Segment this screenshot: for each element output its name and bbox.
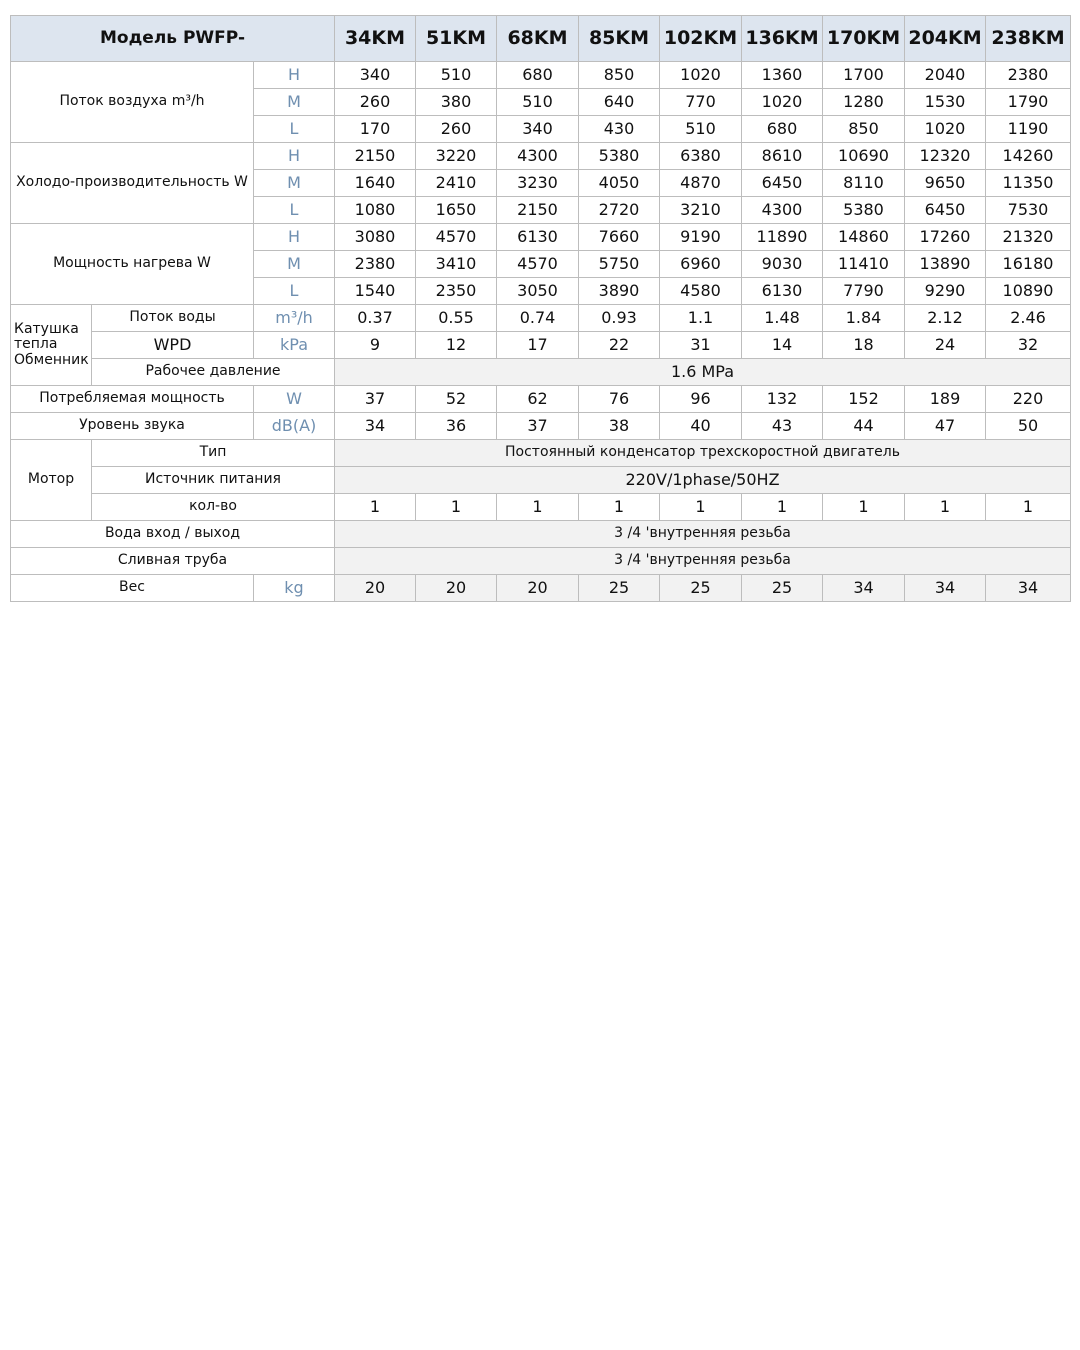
table-row: [11, 575, 1071, 602]
value-cell: 22: [579, 332, 660, 359]
wpd-unit: kPa: [254, 332, 335, 359]
value-cell: 25: [660, 575, 742, 602]
table-row: [11, 62, 1071, 89]
value-cell: 10690: [823, 143, 905, 170]
value-cell: 2.46: [986, 305, 1071, 332]
value-cell: 1540: [335, 278, 416, 305]
value-cell: 47: [905, 413, 986, 440]
heating-label: Мощность нагрева W: [11, 224, 254, 305]
value-cell: 770: [660, 89, 742, 116]
value-cell: 850: [823, 116, 905, 143]
value-cell: 2.12: [905, 305, 986, 332]
value-cell: 189: [905, 386, 986, 413]
value-cell: 14260: [986, 143, 1071, 170]
value-cell: 6450: [742, 170, 823, 197]
value-cell: 430: [579, 116, 660, 143]
value-cell: 1: [905, 494, 986, 521]
value-cell: 3080: [335, 224, 416, 251]
table-row: [11, 332, 1071, 359]
value-cell: 340: [335, 62, 416, 89]
value-cell: 2410: [416, 170, 497, 197]
value-cell: 4050: [579, 170, 660, 197]
value-cell: 40: [660, 413, 742, 440]
value-cell: 34: [823, 575, 905, 602]
value-cell: 680: [742, 116, 823, 143]
value-cell: 1: [660, 494, 742, 521]
table-row: [11, 548, 1071, 575]
value-cell: 4870: [660, 170, 742, 197]
table-row: [11, 305, 1071, 332]
value-cell: 1700: [823, 62, 905, 89]
table-row: [11, 413, 1071, 440]
value-cell: 3220: [416, 143, 497, 170]
speed-label: H: [254, 143, 335, 170]
noise-unit: dB(A): [254, 413, 335, 440]
table-row: [11, 143, 1071, 170]
value-cell: 20: [335, 575, 416, 602]
table-row: [11, 224, 1071, 251]
value-cell: 1020: [905, 116, 986, 143]
value-cell: 1: [742, 494, 823, 521]
value-cell: 36: [416, 413, 497, 440]
header-row: [11, 16, 1071, 62]
value-cell: 31: [660, 332, 742, 359]
model-header: Модель PWFP-: [11, 16, 335, 62]
table-row: [11, 494, 1071, 521]
value-cell: 6380: [660, 143, 742, 170]
value-cell: 7660: [579, 224, 660, 251]
value-cell: 2720: [579, 197, 660, 224]
model-col: 85KM: [579, 16, 660, 62]
value-cell: 1280: [823, 89, 905, 116]
table-row: [11, 521, 1071, 548]
value-cell: 21320: [986, 224, 1071, 251]
value-cell: 1360: [742, 62, 823, 89]
value-cell: 76: [579, 386, 660, 413]
value-cell: 1: [416, 494, 497, 521]
value-cell: 8610: [742, 143, 823, 170]
value-cell: 340: [497, 116, 579, 143]
value-cell: 2380: [986, 62, 1071, 89]
value-cell: 20: [416, 575, 497, 602]
speed-label: M: [254, 170, 335, 197]
value-cell: 0.37: [335, 305, 416, 332]
value-cell: 12320: [905, 143, 986, 170]
value-cell: 4570: [497, 251, 579, 278]
value-cell: 14860: [823, 224, 905, 251]
value-cell: 7790: [823, 278, 905, 305]
value-cell: 0.55: [416, 305, 497, 332]
value-cell: 260: [416, 116, 497, 143]
motor-label: Мотор: [11, 440, 92, 521]
value-cell: 96: [660, 386, 742, 413]
value-cell: 170: [335, 116, 416, 143]
value-cell: 2040: [905, 62, 986, 89]
value-cell: 32: [986, 332, 1071, 359]
value-cell: 1.84: [823, 305, 905, 332]
coil-label: Катушка тепла Обменник: [11, 305, 92, 386]
value-cell: 6130: [742, 278, 823, 305]
cooling-label: Холодо-производительность W: [11, 143, 254, 224]
water-flow-unit: m³/h: [254, 305, 335, 332]
value-cell: 850: [579, 62, 660, 89]
value-cell: 9190: [660, 224, 742, 251]
value-cell: 11410: [823, 251, 905, 278]
value-cell: 1: [823, 494, 905, 521]
value-cell: 44: [823, 413, 905, 440]
model-col: 204KM: [905, 16, 986, 62]
value-cell: 510: [416, 62, 497, 89]
wpd-label: WPD: [92, 332, 254, 359]
value-cell: 132: [742, 386, 823, 413]
value-cell: 9290: [905, 278, 986, 305]
table-row: [11, 440, 1071, 467]
value-cell: 1790: [986, 89, 1071, 116]
model-col: 68KM: [497, 16, 579, 62]
power-supply-value: 220V/1phase/50HZ: [335, 467, 1071, 494]
value-cell: 1080: [335, 197, 416, 224]
value-cell: 1020: [660, 62, 742, 89]
value-cell: 3230: [497, 170, 579, 197]
model-col: 170KM: [823, 16, 905, 62]
value-cell: 34: [905, 575, 986, 602]
speed-label: H: [254, 62, 335, 89]
value-cell: 50: [986, 413, 1071, 440]
pressure-value: 1.6 MPa: [335, 359, 1071, 386]
value-cell: 4570: [416, 224, 497, 251]
quantity-label: кол-во: [92, 494, 335, 521]
value-cell: 4300: [742, 197, 823, 224]
value-cell: 34: [335, 413, 416, 440]
value-cell: 5380: [579, 143, 660, 170]
value-cell: 9030: [742, 251, 823, 278]
air-flow-label: Поток воздуха m³/h: [11, 62, 254, 143]
spec-table: [10, 15, 1071, 602]
model-col: 102KM: [660, 16, 742, 62]
value-cell: 1650: [416, 197, 497, 224]
value-cell: 38: [579, 413, 660, 440]
value-cell: 640: [579, 89, 660, 116]
value-cell: 37: [497, 413, 579, 440]
model-col: 51KM: [416, 16, 497, 62]
value-cell: 13890: [905, 251, 986, 278]
value-cell: 1: [497, 494, 579, 521]
value-cell: 11350: [986, 170, 1071, 197]
value-cell: 9: [335, 332, 416, 359]
speed-label: M: [254, 251, 335, 278]
weight-label: Вес: [11, 575, 254, 602]
speed-label: L: [254, 197, 335, 224]
value-cell: 1: [335, 494, 416, 521]
value-cell: 152: [823, 386, 905, 413]
value-cell: 25: [579, 575, 660, 602]
value-cell: 25: [742, 575, 823, 602]
value-cell: 2350: [416, 278, 497, 305]
value-cell: 11890: [742, 224, 823, 251]
pressure-label: Рабочее давление: [92, 359, 335, 386]
value-cell: 0.93: [579, 305, 660, 332]
value-cell: 7530: [986, 197, 1071, 224]
value-cell: 6450: [905, 197, 986, 224]
value-cell: 3410: [416, 251, 497, 278]
value-cell: 17: [497, 332, 579, 359]
value-cell: 2380: [335, 251, 416, 278]
model-col: 238KM: [986, 16, 1071, 62]
model-col: 34KM: [335, 16, 416, 62]
value-cell: 3050: [497, 278, 579, 305]
table-row: [11, 386, 1071, 413]
power-input-unit: W: [254, 386, 335, 413]
motor-type-label: Тип: [92, 440, 335, 467]
value-cell: 14: [742, 332, 823, 359]
value-cell: 1.48: [742, 305, 823, 332]
value-cell: 6960: [660, 251, 742, 278]
value-cell: 510: [497, 89, 579, 116]
value-cell: 1: [579, 494, 660, 521]
value-cell: 9650: [905, 170, 986, 197]
value-cell: 18: [823, 332, 905, 359]
value-cell: 4580: [660, 278, 742, 305]
value-cell: 5380: [823, 197, 905, 224]
value-cell: 16180: [986, 251, 1071, 278]
speed-label: H: [254, 224, 335, 251]
value-cell: 8110: [823, 170, 905, 197]
value-cell: 5750: [579, 251, 660, 278]
value-cell: 510: [660, 116, 742, 143]
value-cell: 62: [497, 386, 579, 413]
value-cell: 2150: [335, 143, 416, 170]
power-supply-label: Источник питания: [92, 467, 335, 494]
water-flow-label: Поток воды: [92, 305, 254, 332]
value-cell: 380: [416, 89, 497, 116]
value-cell: 1530: [905, 89, 986, 116]
drain-pipe-value: 3 /4 'внутренняя резьба: [335, 548, 1071, 575]
water-connection-label: Вода вход / выход: [11, 521, 335, 548]
value-cell: 17260: [905, 224, 986, 251]
value-cell: 1190: [986, 116, 1071, 143]
value-cell: 6130: [497, 224, 579, 251]
weight-unit: kg: [254, 575, 335, 602]
value-cell: 34: [986, 575, 1071, 602]
water-connection-value: 3 /4 'внутренняя резьба: [335, 521, 1071, 548]
value-cell: 1.1: [660, 305, 742, 332]
value-cell: 1020: [742, 89, 823, 116]
speed-label: L: [254, 278, 335, 305]
model-col: 136KM: [742, 16, 823, 62]
value-cell: 3210: [660, 197, 742, 224]
value-cell: 0.74: [497, 305, 579, 332]
value-cell: 1: [986, 494, 1071, 521]
value-cell: 1640: [335, 170, 416, 197]
noise-label: Уровень звука: [11, 413, 254, 440]
motor-type-value: Постоянный конденсатор трехскоростной двигатель: [335, 440, 1071, 467]
value-cell: 20: [497, 575, 579, 602]
value-cell: 52: [416, 386, 497, 413]
power-input-label: Потребляемая мощность: [11, 386, 254, 413]
value-cell: 260: [335, 89, 416, 116]
speed-label: L: [254, 116, 335, 143]
value-cell: 220: [986, 386, 1071, 413]
value-cell: 10890: [986, 278, 1071, 305]
table-row: [11, 359, 1071, 386]
value-cell: 680: [497, 62, 579, 89]
table-row: [11, 467, 1071, 494]
value-cell: 37: [335, 386, 416, 413]
speed-label: M: [254, 89, 335, 116]
value-cell: 4300: [497, 143, 579, 170]
value-cell: 2150: [497, 197, 579, 224]
drain-pipe-label: Сливная труба: [11, 548, 335, 575]
value-cell: 12: [416, 332, 497, 359]
value-cell: 43: [742, 413, 823, 440]
value-cell: 3890: [579, 278, 660, 305]
value-cell: 24: [905, 332, 986, 359]
